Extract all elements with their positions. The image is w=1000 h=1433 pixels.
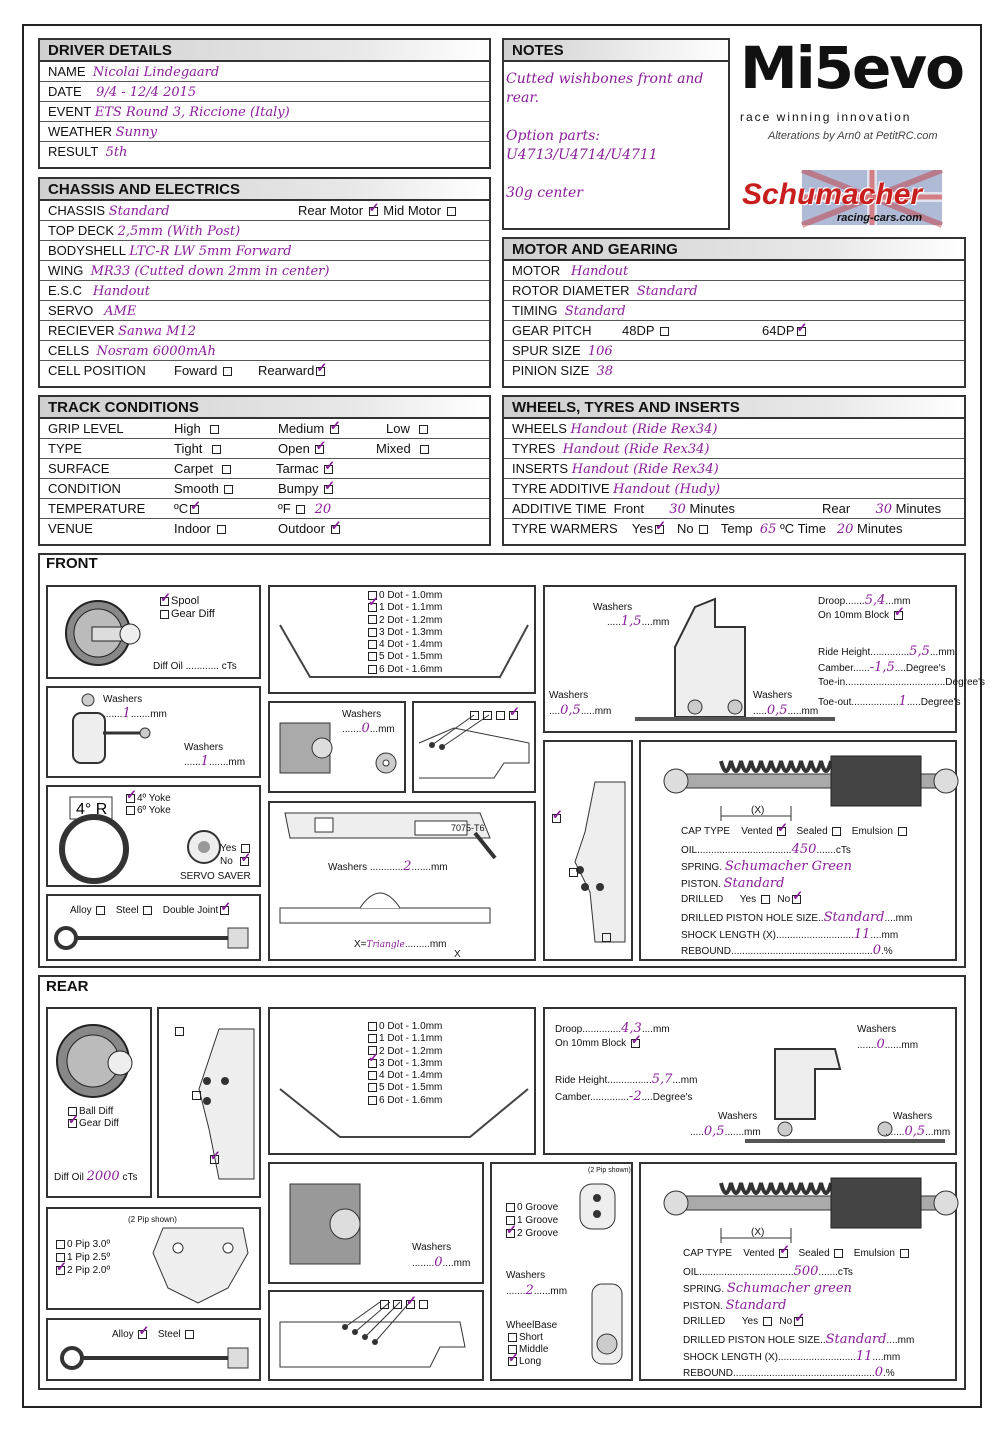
rear-link-3[interactable]	[406, 1300, 415, 1309]
groove-block-icon	[572, 1176, 622, 1236]
servo-row: SERVO AME	[40, 301, 489, 321]
warmers-yes-checkbox[interactable]	[655, 525, 664, 534]
topdeck-row: TOP DECK 2,5mm (With Post)	[40, 221, 489, 241]
rearward-checkbox[interactable]	[316, 367, 325, 376]
track-title: TRACK CONDITIONS	[40, 397, 489, 419]
front-diff-oil[interactable]: Diff Oil ............ cTs	[153, 661, 237, 672]
venue-outdoor-checkbox[interactable]	[331, 525, 340, 534]
bulkhead-icon	[270, 803, 534, 959]
wheels-title: WHEELS, TYRES AND INSERTS	[504, 397, 964, 419]
rear-emulsion-checkbox[interactable]	[900, 1249, 909, 1258]
rear-groove-0[interactable]	[506, 1203, 515, 1212]
rear-groove-panel: (2 Pip shown) 0 Groove 1 Groove ✓2 Groove Washers .......2......mm WheelBase Short Middle ✓Long	[490, 1162, 633, 1381]
mi5evo-logo	[740, 34, 972, 148]
driver-details-box	[38, 38, 491, 169]
front-geometry-panel: Washers .....1,5....mm Washers ....0,5.....mm Washers .....0,5.....mm Droop.......5,4...mm On 10mm Block ✓ Ride Height..............5,5...mm Camber......-1,5....Degree's Toe-in....................................Degree's Toe-out.................1.....Degree's	[543, 585, 957, 733]
front-shock-panel: (X) CAP TYPE Vented ✓ Sealed Emulsion OIL..................................450.......cTs SPRING. Schumacher Green PISTON. Standard DRILLED Yes No✓ DRILLED PISTON HOLE SIZE..Standard....mm SHOCK LENGTH (X)............................11....mm REBOUND...................................................0.%	[639, 740, 957, 961]
antiroll-bar-icon	[270, 587, 536, 692]
rear-link-1[interactable]	[380, 1300, 389, 1309]
temp-f-checkbox[interactable]	[296, 505, 305, 514]
weather-row: WEATHER Sunny	[40, 122, 489, 142]
front-block-panel	[543, 740, 633, 961]
rear-driveshaft-icon	[48, 1344, 258, 1380]
rear-chassis-icon	[270, 1164, 390, 1282]
type-tight-checkbox[interactable]	[212, 445, 221, 454]
rear-block-checkbox[interactable]	[631, 1039, 640, 1048]
date-value[interactable]: 9/4 - 12/4 2015	[96, 85, 197, 100]
cellpos-row: CELL POSITION Foward Rearward✓	[40, 361, 489, 381]
front-vented-checkbox[interactable]	[777, 827, 786, 836]
rear-geardiff-checkbox[interactable]	[68, 1119, 77, 1128]
rear-pip-2[interactable]	[56, 1266, 65, 1275]
front-diff-panel: ✓Spool Gear Diff Diff Oil ............ cTs	[46, 585, 261, 679]
front-link-4[interactable]	[509, 711, 518, 720]
rear-hub-icon	[159, 1009, 259, 1197]
event-row: EVENT ETS Round 3, Riccione (Italy)	[40, 102, 489, 122]
chassis-title: CHASSIS AND ELECTRICS	[40, 179, 489, 201]
rear-sealed-checkbox[interactable]	[834, 1249, 843, 1258]
rear-groove-2[interactable]	[506, 1229, 515, 1238]
wheelbase-hub-icon	[582, 1274, 632, 1374]
result-value[interactable]: 5th	[105, 145, 128, 160]
name-row: NAME Nicolai Lindegaard	[40, 62, 489, 82]
front-sealed-checkbox[interactable]	[832, 827, 841, 836]
chassis-row: CHASSIS Standard Rear Motor ✓ Mid Motor	[40, 201, 489, 221]
rear-shock-panel: (X) CAP TYPE Vented ✓ Sealed Emulsion OIL..................................500.......cTs SPRING. Schumacher green PISTON. Standard DRILLED Yes No✓ DRILLED PISTON HOLE SIZE..Standard....mm SHOCK LENGTH (X)............................11....mm REBOUND...................................................0.%	[639, 1162, 957, 1381]
front-link-2[interactable]	[483, 711, 492, 720]
rear-mount-icon	[148, 1213, 258, 1309]
rear-vented-checkbox[interactable]	[779, 1249, 788, 1258]
svg-text:4° R: 4° R	[76, 801, 108, 818]
motor-title: MOTOR AND GEARING	[504, 239, 964, 261]
shock-icon	[661, 746, 961, 826]
logo-credit: Alterations by Arn0 at PetitRC.com	[768, 130, 938, 142]
logo-tagline: race winning innovation	[740, 110, 912, 124]
front-emulsion-checkbox[interactable]	[898, 827, 907, 836]
front-link-1[interactable]	[470, 711, 479, 720]
rear-shock-icon	[661, 1168, 961, 1248]
front-double-joint-checkbox[interactable]	[220, 906, 229, 915]
rear-pip-panel: (2 Pip shown) 0 Pip 3.0º 1 Pip 2.5º ✓2 Pip 2.0º	[46, 1207, 261, 1310]
weather-value[interactable]: Sunny	[115, 125, 158, 140]
condition-bumpy-checkbox[interactable]	[324, 485, 333, 494]
front-drilled-no[interactable]	[792, 895, 801, 904]
rear-drilled-yes[interactable]	[763, 1317, 772, 1326]
rear-title: REAR	[46, 978, 89, 995]
rear-motor-checkbox[interactable]	[369, 207, 378, 216]
wing-row: WING MR33 (Cutted down 2mm in center)	[40, 261, 489, 281]
front-alloy-checkbox[interactable]	[96, 906, 105, 915]
rear-arb-panel: 0 Dot - 1.0mm 1 Dot - 1.1mm 2 Dot - 1.2mm ✓3 Dot - 1.3mm 4 Dot - 1.4mm 5 Dot - 1.5mm 6 Dot - 1.6mm	[268, 1007, 536, 1155]
brand-name: Schumacher	[742, 178, 923, 211]
notes-box	[502, 38, 730, 230]
rear-drilled-no[interactable]	[794, 1317, 803, 1326]
diff-icon	[58, 589, 148, 679]
foward-checkbox[interactable]	[223, 367, 232, 376]
notes-title: NOTES	[504, 40, 728, 62]
rear-link-2[interactable]	[393, 1300, 402, 1309]
front-title: FRONT	[46, 555, 98, 572]
notes-content[interactable]: Cutted wishbones front and rear. Option parts: U4713/U4714/U4711 30g center	[506, 71, 704, 201]
rear-driveshaft-panel: Alloy ✓ Steel	[46, 1318, 261, 1381]
temp-c-checkbox[interactable]	[190, 505, 199, 514]
venue-indoor-checkbox[interactable]	[217, 525, 226, 534]
washer-icon	[374, 751, 404, 781]
front-bulkhead-panel: 7075-T6 Washers ............2.......mm X=Triangle.........mm X	[268, 801, 536, 961]
front-block-hole-1[interactable]	[552, 814, 561, 823]
front-servo-panel: Washers .......0...mm	[268, 701, 406, 793]
logo-model: Mi5evo	[740, 34, 963, 102]
front-block-checkbox[interactable]	[894, 611, 903, 620]
rear-steel-checkbox[interactable]	[185, 1330, 194, 1339]
servo-saver-no[interactable]	[240, 857, 249, 866]
cells-row: CELLS Nosram 6000mAh	[40, 341, 489, 361]
mid-motor-checkbox[interactable]	[447, 207, 456, 216]
front-arb-panel: 0 Dot - 1.0mm ✓1 Dot - 1.1mm 2 Dot - 1.2mm 3 Dot - 1.3mm 4 Dot - 1.4mm 5 Dot - 1.5mm 6 Dot - 1.6mm	[268, 585, 536, 694]
rear-link-plate-icon	[270, 1292, 482, 1380]
rear-link-panel	[268, 1290, 484, 1381]
esc-row: E.S.C Handout	[40, 281, 489, 301]
surface-carpet-checkbox[interactable]	[222, 465, 231, 474]
rear-pip-0[interactable]	[56, 1240, 65, 1249]
body-row: BODYSHELL LTC-R LW 5mm Forward	[40, 241, 489, 261]
front-hub-panel: Washers .......1.......mm Washers ......1.......mm	[46, 686, 261, 778]
front-driveshaft-panel: Alloy Steel Double Joint✓	[46, 894, 261, 961]
front-link-panel	[412, 701, 536, 793]
front-drilled-yes[interactable]	[761, 895, 770, 904]
front-block-hole-2[interactable]	[569, 868, 578, 877]
type-mixed-checkbox[interactable]	[420, 445, 429, 454]
result-row: RESULT 5th	[48, 144, 128, 160]
rear-diff-icon	[48, 1013, 148, 1113]
rear-link-4[interactable]	[419, 1300, 428, 1309]
brand-sub: racing-cars.com	[837, 212, 922, 224]
rear-servo-panel: Washers ........0....mm	[268, 1162, 484, 1284]
chassis-box	[38, 177, 491, 388]
front-steel-checkbox[interactable]	[143, 906, 152, 915]
driveshaft-icon	[48, 920, 258, 960]
front-geardiff-checkbox[interactable]	[160, 610, 169, 619]
event-value[interactable]: ETS Round 3, Riccione (Italy)	[94, 105, 290, 120]
grip-medium-checkbox[interactable]	[330, 425, 339, 434]
rear-hub-hole-3[interactable]	[210, 1155, 219, 1164]
rear-diff-panel: Ball Diff ✓Gear Diff Diff Oil 2000 cTs	[46, 1007, 152, 1198]
grip-high-checkbox[interactable]	[210, 425, 219, 434]
surface-tarmac-checkbox[interactable]	[324, 465, 333, 474]
motor-box: MOTOR AND GEARING MOTOR Handout ROTOR DIAMETER Standard TIMING Standard GEAR PITCH 48DP 64DP✓ SPUR SIZE 106 PINION SIZE 38	[502, 237, 966, 388]
yoke-6-checkbox[interactable]	[126, 806, 135, 815]
rear-hub-hole-2[interactable]	[192, 1091, 201, 1100]
rear-hub-hole-1[interactable]	[175, 1027, 184, 1036]
front-spool-checkbox[interactable]	[160, 597, 169, 606]
wheelbase-long[interactable]	[508, 1357, 517, 1366]
pitch-64-checkbox[interactable]	[797, 327, 806, 336]
track-box: TRACK CONDITIONS GRIP LEVEL High Medium ✓ Low TYPE Tight Open ✓ Mixed SURFACE Carpet Tarmac ✓ CONDITION Smooth Bumpy ✓ TEMPERATURE ºC✓ ºF 20 VENUE Indoor Outdoor ✓	[38, 395, 491, 546]
yoke-panel: 4° R ✓4º Yoke 6º Yoke Yes No ✓ SERVO SAVER	[46, 785, 261, 887]
receiver-row: RECIEVER Sanwa M12	[40, 321, 489, 341]
steering-block-icon	[545, 742, 633, 960]
driver-details-title: DRIVER DETAILS	[40, 40, 489, 62]
pitch-48-checkbox[interactable]	[660, 327, 669, 336]
type-open-checkbox[interactable]	[315, 445, 324, 454]
condition-smooth-checkbox[interactable]	[224, 485, 233, 494]
rear-geometry-panel: Droop..............4,3....mm On 10mm Block ✓ Ride Height................5,7...mm Camber..............-2....Degree's Washers .......0......mm Washers .....0,5.......mm Washers .......0,5...mm	[543, 1007, 957, 1155]
wheels-box: WHEELS, TYRES AND INSERTS WHEELS Handout (Ride Rex34) TYRES Handout (Ride Rex34) INSERTS Handout (Ride Rex34) TYRE ADDITIVE Handout (Hudy) ADDITIVE TIME Front 30 Minutes Rear 30 Minutes TYRE WARMERS Yes✓ No Temp 65 ºC Time 20 Minutes	[502, 395, 966, 546]
servo-icon	[270, 703, 350, 791]
name-value[interactable]: Nicolai Lindegaard	[92, 65, 220, 80]
front-link-3[interactable]	[496, 711, 505, 720]
rear-antiroll-bar-icon	[270, 1009, 534, 1153]
warmers-no-checkbox[interactable]	[699, 525, 708, 534]
yoke-4-checkbox[interactable]	[126, 794, 135, 803]
grip-low-checkbox[interactable]	[419, 425, 428, 434]
wheelbase-short[interactable]	[508, 1333, 517, 1342]
rear-alloy-checkbox[interactable]	[138, 1330, 147, 1339]
schumacher-logo	[742, 170, 967, 230]
front-block-hole-3[interactable]	[602, 933, 611, 942]
rear-hub-panel	[157, 1007, 261, 1198]
date-row: DATE 9/4 - 12/4 2015	[40, 82, 489, 102]
